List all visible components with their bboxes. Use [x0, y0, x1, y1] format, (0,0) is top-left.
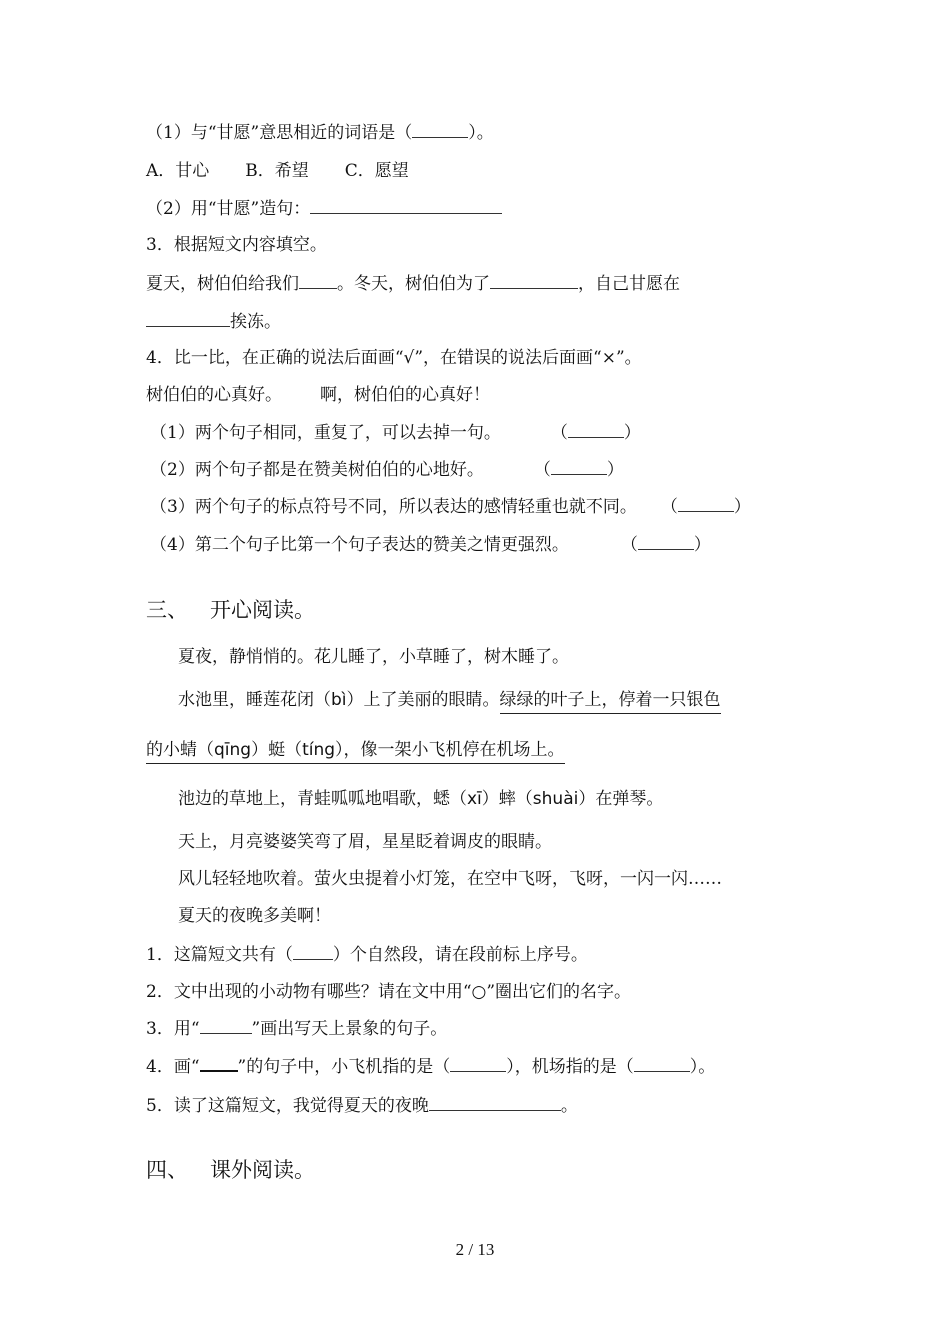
q4-item-text: （3）两个句子的标点符号不同，所以表达的感情轻重也就不同。	[150, 497, 637, 517]
page-number: 2 / 13	[455, 1240, 495, 1259]
passage-p6: 夏天的夜晚多美啊！	[178, 906, 331, 926]
s3-q4-text-c: ），机场指的是（	[506, 1057, 634, 1077]
passage-p2-line2	[146, 739, 565, 761]
q4-sentence-2: 啊，树伯伯的心真好！	[320, 385, 490, 405]
section-3-title: 开心阅读。	[210, 598, 315, 622]
s3-q5-text-b: 。	[560, 1096, 578, 1116]
passage-p2a: 水池里，睡莲花闭（bì）上了美丽的眼睛。	[178, 690, 500, 710]
passage-p2-line1	[178, 689, 721, 711]
underlined-sentence-part1: 绿绿的叶子上，停着一只银色	[500, 690, 721, 714]
underlined-sentence-part2: 的小蜻（qīng）蜓（tíng），像一架小飞机停在机场上。	[146, 740, 565, 764]
q4-item-2: （2）两个句子都是在赞美树伯伯的心地好。 （ ）	[150, 460, 624, 480]
passage-p1: 夏夜，静悄悄的。花儿睡了，小草睡了，树木睡了。	[178, 647, 569, 667]
q3-fill-line2	[146, 310, 281, 333]
q4-item-1: （1）两个句子相同，重复了，可以去掉一句。 （ ）	[150, 423, 641, 443]
q4-title: 4．比一比，在正确的说法后面画“√”，在错误的说法后面画“×”。	[146, 348, 642, 368]
passage-p5: 风儿轻轻地吹着。萤火虫提着小灯笼，在空中飞呀，飞呀，一闪一闪……	[178, 869, 722, 889]
q3-fill-line1	[146, 272, 680, 295]
answer-blank[interactable]	[450, 1056, 506, 1072]
judge-blank[interactable]	[568, 422, 624, 438]
q4-item-4: （4）第二个句子比第一个句子表达的赞美之情更强烈。 （ ）	[150, 535, 711, 555]
thick-underline-sample	[200, 1056, 238, 1072]
q1-1-close: ）。	[468, 123, 494, 143]
fill-blank-2[interactable]	[490, 272, 578, 289]
answer-blank[interactable]	[412, 122, 468, 138]
option-b[interactable]: B．希望	[245, 161, 309, 181]
section-3-heading	[146, 597, 315, 623]
s3-q3-text-b: ”画出写天上景象的句子。	[251, 1019, 448, 1039]
section-4-number: 四、	[146, 1158, 188, 1182]
s3-q4-text-d: ）。	[689, 1057, 716, 1077]
s3-q5-text-a: 5．读了这篇短文，我觉得夏天的夜晚	[146, 1096, 429, 1116]
s3-question-5	[146, 1094, 578, 1117]
judge-blank[interactable]	[638, 534, 694, 550]
section-3-number: 三、	[146, 598, 188, 622]
s3-question-4	[146, 1056, 715, 1078]
underline-sample	[200, 1019, 252, 1034]
fill-blank-1[interactable]	[299, 272, 337, 289]
s3-question-1	[146, 943, 588, 966]
count-blank[interactable]	[293, 943, 333, 960]
q1-options	[146, 160, 409, 182]
s3-question-2: 2．文中出现的小动物有哪些？请在文中用“○”圈出它们的名字。	[146, 982, 632, 1002]
s3-q4-text-b: ”的句子中，小飞机指的是（	[237, 1057, 451, 1077]
section-4-title: 课外阅读。	[210, 1158, 315, 1182]
q1-1-text: （1）与“甘愿”意思相近的词语是（	[146, 123, 413, 143]
q4-item-text: （2）两个句子都是在赞美树伯伯的心地好。	[150, 460, 484, 480]
q1-1	[146, 122, 494, 144]
q3-fill-p2: 。冬天，树伯伯为了	[337, 274, 490, 294]
q4-sentences	[146, 384, 490, 406]
judge-blank[interactable]	[551, 459, 607, 475]
s3-q1-text-b: ）个自然段，请在段前标上序号。	[332, 945, 588, 965]
sentence-blank[interactable]	[310, 197, 502, 214]
passage-p3: 池边的草地上，青蛙呱呱地唱歌，蟋（xī）蟀（shuài）在弹琴。	[178, 789, 664, 809]
s3-question-3	[146, 1018, 447, 1040]
option-c[interactable]: C．愿望	[344, 161, 409, 181]
passage-p4: 天上，月亮婆婆笑弯了眉，星星眨着调皮的眼睛。	[178, 832, 552, 852]
s3-q3-text-a: 3．用“	[146, 1019, 200, 1039]
q4-sentence-1: 树伯伯的心真好。	[146, 385, 282, 405]
q1-2	[146, 197, 502, 220]
answer-blank[interactable]	[634, 1056, 690, 1072]
q3-fill-p3: ，自己甘愿在	[578, 274, 680, 294]
q4-item-text: （4）第二个句子比第一个句子表达的赞美之情更强烈。	[150, 535, 569, 555]
s3-q1-text-a: 1．这篇短文共有（	[146, 945, 293, 965]
fill-blank-3[interactable]	[146, 310, 230, 327]
q3-fill-p4: 挨冻。	[230, 312, 281, 332]
q4-item-3: （3）两个句子的标点符号不同，所以表达的感情轻重也就不同。 （ ）	[150, 497, 751, 517]
q4-item-text: （1）两个句子相同，重复了，可以去掉一句。	[150, 423, 501, 443]
s3-q4-text-a: 4．画“	[146, 1057, 200, 1077]
answer-blank[interactable]	[429, 1094, 561, 1111]
q3-fill-p1: 夏天，树伯伯给我们	[146, 274, 299, 294]
option-a[interactable]: A．甘心	[146, 161, 210, 181]
q1-2-text: （2）用“甘愿”造句：	[146, 199, 311, 219]
judge-blank[interactable]	[678, 496, 734, 512]
q3-title: 3．根据短文内容填空。	[146, 235, 327, 255]
section-4-heading	[146, 1157, 315, 1183]
